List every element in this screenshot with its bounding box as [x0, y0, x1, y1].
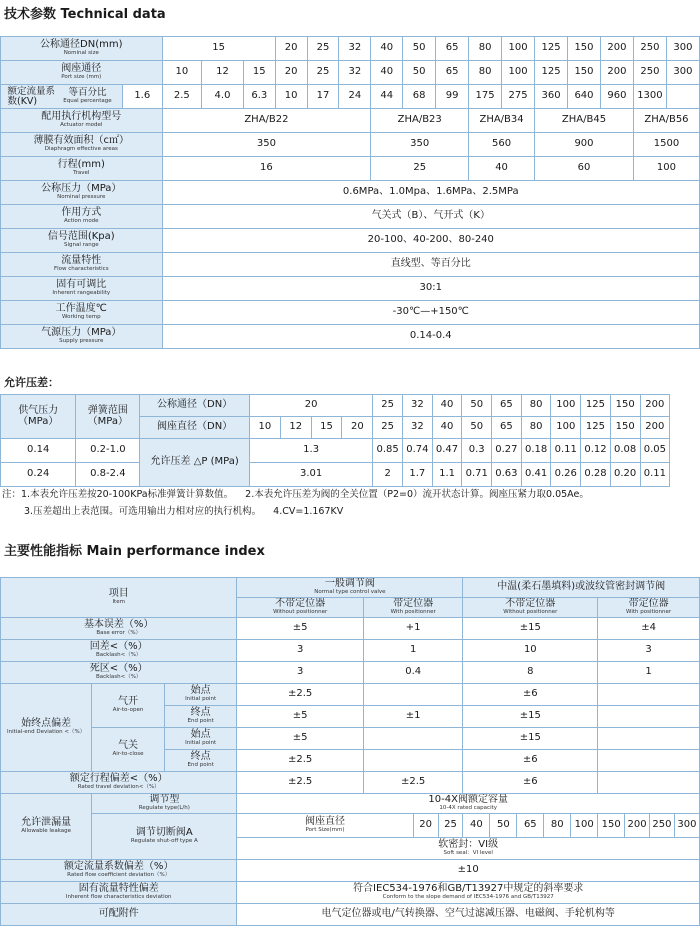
cell: ±6 — [463, 772, 598, 794]
kv-row — [1, 85, 700, 109]
cell: 125 — [581, 395, 611, 417]
regulate-type-row — [1, 794, 700, 814]
cell: 68 — [403, 85, 436, 109]
cell: 960 — [600, 85, 633, 109]
cell: 25 — [371, 157, 469, 181]
cell — [598, 728, 700, 750]
cell: 1500 — [633, 133, 699, 157]
cell: 250 — [650, 814, 675, 838]
supply-row — [1, 325, 700, 349]
rated-travel-row — [1, 772, 700, 794]
cell: 20 — [275, 61, 307, 85]
signal-row — [1, 229, 700, 253]
cell: 25 — [307, 37, 339, 61]
cell: 100 — [502, 37, 535, 61]
pressure-label: 公称压力（MPa） Nominal pressure — [1, 181, 163, 205]
cell: 25 — [373, 417, 403, 439]
cell: 4.0 — [202, 85, 244, 109]
allow-dn-row — [1, 395, 700, 417]
start-point-label: 始点 Initial point — [164, 728, 237, 750]
note-4: 4.CV=1.167KV — [273, 506, 344, 517]
air-close-start-row — [1, 728, 700, 750]
cell: 0.41 — [521, 463, 551, 487]
notes — [2, 486, 589, 520]
cell: 350 — [162, 133, 371, 157]
cell: 80 — [521, 395, 551, 417]
item-header: 项目 Item — [1, 578, 237, 618]
cell: 360 — [535, 85, 568, 109]
cell — [598, 772, 700, 794]
spring-range-header: 弹簧范围（MPa） — [76, 395, 140, 439]
actuator-label: 配用执行机构型号 Actuator model — [1, 109, 163, 133]
cell: 99 — [436, 85, 469, 109]
cell: 10 — [249, 417, 280, 439]
seat-row — [1, 61, 700, 85]
shutoff-sizes-row — [1, 814, 700, 838]
cell: 100 — [551, 395, 581, 417]
cell: 175 — [469, 85, 502, 109]
cell: 900 — [535, 133, 634, 157]
cell: 80 — [469, 61, 502, 85]
note-3: 3.压差超出上表范围。可选用输出力相对应的执行机构。 — [24, 506, 262, 517]
cell: 12 — [280, 417, 311, 439]
cell: 150 — [568, 37, 601, 61]
cell: 15 — [162, 37, 275, 61]
cell: 0.6MPa、1.0Mpa、1.6MPa、2.5MPa — [162, 181, 699, 205]
air-to-close-label: 气关 Air-to-close — [92, 728, 165, 772]
cell: 0.3 — [462, 439, 492, 463]
cell: 16 — [162, 157, 371, 181]
cell: 250 — [633, 61, 666, 85]
rangeability-row — [1, 277, 700, 301]
base-error-row — [1, 618, 700, 640]
cell: ±10 — [237, 860, 700, 882]
cell: 3 — [237, 640, 364, 662]
cell: 200 — [600, 37, 633, 61]
note-2: 2.本表允许压差为阀的全关位置（P2=0）流开状态计算。阀座压紧力取0.05Ae。 — [245, 489, 589, 500]
cell: 40 — [371, 37, 403, 61]
cell: 0.8-2.4 — [76, 463, 140, 487]
cell: 200 — [600, 61, 633, 85]
cell: 20-100、40-200、80-240 — [162, 229, 699, 253]
action-label: 作用方式 Action mode — [1, 205, 163, 229]
cell: 275 — [502, 85, 535, 109]
cell: 40 — [432, 417, 462, 439]
cell: 150 — [568, 61, 601, 85]
inherent-flow-row — [1, 882, 700, 904]
cell: 50 — [462, 417, 492, 439]
temp-row — [1, 301, 700, 325]
cell: 1 — [598, 662, 700, 684]
without-positioner-header: 不带定位器 Without positionner — [463, 598, 598, 618]
cell: 200 — [640, 395, 670, 417]
cell: 0.71 — [462, 463, 492, 487]
signal-label: 信号范围(Kpa) Signal range — [1, 229, 163, 253]
cell: 40 — [432, 395, 462, 417]
accessories-label: 可配附件 — [1, 904, 237, 926]
cell: 1.7 — [403, 463, 433, 487]
cell: 3.01 — [249, 463, 372, 487]
cell: 1300 — [633, 85, 666, 109]
cell: 100 — [551, 417, 581, 439]
cell: 20 — [342, 417, 373, 439]
note-1: 注：1.本表允许压差按20-100KPa标准弹簧计算数值。 — [2, 489, 234, 500]
regulate-type-value: 10-4X阀额定容量 10-4X rated capacity — [237, 794, 700, 814]
cell: ±4 — [598, 618, 700, 640]
cell: 65 — [436, 37, 469, 61]
soft-seal-value: 软密封：VI级 Soft seal：VI level — [237, 838, 700, 860]
air-open-start-row — [1, 684, 700, 706]
rated-flow-label: 额定流量系数偏差（%） Rated flow coefficient deviation（%） — [1, 860, 237, 882]
technical-data-table — [0, 36, 700, 349]
cell: 0.24 — [1, 463, 76, 487]
cell: 100 — [633, 157, 699, 181]
cell: 0.27 — [492, 439, 522, 463]
cell: ±6 — [463, 750, 598, 772]
cell — [363, 684, 463, 706]
cell: ±1 — [363, 706, 463, 728]
cell: 25 — [438, 814, 463, 838]
area-row — [1, 133, 700, 157]
performance-title: 主要性能指标 Main performance index — [4, 544, 265, 559]
cell: 150 — [598, 814, 625, 838]
leakage-label: 允许泄漏量 Allowable leakage — [1, 794, 92, 860]
supply-pressure-header: 供气压力（MPa） — [1, 395, 76, 439]
temp-label: 工作温度℃ Working temp — [1, 301, 163, 325]
cell: 3 — [598, 640, 700, 662]
cell: 2.5 — [162, 85, 202, 109]
cell — [363, 750, 463, 772]
cell: 0.05 — [640, 439, 670, 463]
cell: 125 — [535, 61, 568, 85]
cell: 32 — [339, 61, 371, 85]
rated-flow-row — [1, 860, 700, 882]
cell: 0.47 — [432, 439, 462, 463]
performance-table — [0, 577, 700, 926]
allowable-pressure-table — [0, 394, 700, 487]
cell: 30:1 — [162, 277, 699, 301]
cell: 125 — [535, 37, 568, 61]
allow-row-1 — [1, 439, 700, 463]
dp-header: 允许压差 △P (MPa) — [140, 439, 250, 487]
start-point-label: 始点 Initial point — [164, 684, 237, 706]
cell: ±5 — [237, 706, 364, 728]
cell: 20 — [275, 37, 307, 61]
cell: 65 — [436, 61, 469, 85]
end-point-label: 终点 End point — [164, 706, 237, 728]
cell: 25 — [373, 395, 403, 417]
cell: 25 — [307, 61, 339, 85]
cell: 65 — [517, 814, 544, 838]
cell: 125 — [581, 417, 611, 439]
supply-label: 气源压力（MPa） Supply pressure — [1, 325, 163, 349]
end-point-label: 终点 End point — [164, 750, 237, 772]
cell: 0.12 — [581, 439, 611, 463]
cell — [666, 85, 699, 109]
cell: ZHA/B45 — [535, 109, 634, 133]
flow-row — [1, 253, 700, 277]
cell: ±15 — [463, 706, 598, 728]
inherent-flow-value: 符合IEC534-1976和GB/T13927中规定的斜率要求 Conform to the slope demand of IEC534-1976 and GB/T13927 — [237, 882, 700, 904]
actuator-row — [1, 109, 700, 133]
cell: 60 — [535, 157, 634, 181]
cell: 100 — [571, 814, 598, 838]
cell: 0.18 — [521, 439, 551, 463]
cell: 8 — [463, 662, 598, 684]
technical-data-title: 技术参数 Technical data — [4, 7, 166, 22]
travel-row — [1, 157, 700, 181]
cell: 3 — [237, 662, 364, 684]
cell: 10 — [275, 85, 307, 109]
cell: 直线型、等百分比 — [162, 253, 699, 277]
cell: 20 — [413, 814, 438, 838]
cell: 80 — [544, 814, 571, 838]
cell: 560 — [469, 133, 535, 157]
with-positioner-header: 带定位器 With positionner — [598, 598, 700, 618]
regulate-type-label: 调节型 Regulate type(L/h) — [92, 794, 237, 814]
backlash-row — [1, 640, 700, 662]
dead-zone-row — [1, 662, 700, 684]
cell: 0.74 — [403, 439, 433, 463]
cell: 50 — [490, 814, 517, 838]
cell: ±15 — [463, 618, 598, 640]
cell: 6.3 — [243, 85, 275, 109]
dead-zone-label: 死区<（%） Backlash<（%） — [1, 662, 237, 684]
cell: ±15 — [463, 728, 598, 750]
cell: 300 — [666, 37, 699, 61]
cell: 气关式（B）、气开式（K） — [162, 205, 699, 229]
cell: 250 — [633, 37, 666, 61]
cell: 20 — [249, 395, 372, 417]
inherent-flow-label: 固有流量特性偏差 Inherent flow characteristics deviation — [1, 882, 237, 904]
cell: 12 — [202, 61, 244, 85]
cell: 32 — [403, 417, 433, 439]
initial-end-label: 始终点偏差 Initial-end Deviation <（%） — [1, 684, 92, 772]
dn-row — [1, 37, 700, 61]
cell: 65 — [492, 395, 522, 417]
pressure-row — [1, 181, 700, 205]
cell: 65 — [492, 417, 522, 439]
cell: 15 — [243, 61, 275, 85]
cell: ZHA/B56 — [633, 109, 699, 133]
cell: +1 — [363, 618, 463, 640]
accessories-row — [1, 904, 700, 926]
cell: 0.28 — [581, 463, 611, 487]
dn-label: 公称通径DN(mm) Nominal size — [1, 37, 163, 61]
base-error-label: 基本误差（%） Base error（%） — [1, 618, 237, 640]
dn-header: 公称通径（DN） — [140, 395, 250, 417]
cell: 100 — [502, 61, 535, 85]
cell: 300 — [666, 61, 699, 85]
cell: 1.1 — [432, 463, 462, 487]
cell: 0.2-1.0 — [76, 439, 140, 463]
cell: 200 — [640, 417, 670, 439]
cell: 15 — [311, 417, 342, 439]
cell: 350 — [371, 133, 469, 157]
accessories-value: 电气定位器或电/气转换器、空气过滤减压器、电磁阀、手轮机构等 — [237, 904, 700, 926]
seat-label: 阀座通径 Port size (mm) — [1, 61, 163, 85]
cell: ±6 — [463, 684, 598, 706]
backlash-label: 回差<（%） Backlash<（%） — [1, 640, 237, 662]
travel-label: 行程(mm) Travel — [1, 157, 163, 181]
cell: 0.85 — [373, 439, 403, 463]
cell: 50 — [403, 61, 436, 85]
cell: 40 — [469, 157, 535, 181]
cell: 200 — [625, 814, 650, 838]
action-row — [1, 205, 700, 229]
cell: ±2.5 — [237, 750, 364, 772]
cell — [598, 684, 700, 706]
seat-header: 阀座直径（DN） — [140, 417, 250, 439]
rated-travel-label: 额定行程偏差<（%） Rated travel deviation<（%） — [1, 772, 237, 794]
area-label: 薄膜有效面积（c㎡） Diaphragm effective areas — [1, 133, 163, 157]
cell: 0.14 — [1, 439, 76, 463]
cell: 0.20 — [610, 463, 640, 487]
cell: 40 — [371, 61, 403, 85]
cell — [363, 728, 463, 750]
cell: 150 — [610, 395, 640, 417]
cell: 17 — [307, 85, 339, 109]
cell: 0.4 — [363, 662, 463, 684]
cell: 0.14-0.4 — [162, 325, 699, 349]
cell: 0.63 — [492, 463, 522, 487]
kv-label: 额定流量系数(KV) 等百分比 Equal percentage — [1, 85, 123, 109]
with-positioner-header: 带定位器 With positionner — [363, 598, 463, 618]
cell: 50 — [462, 395, 492, 417]
cell: 32 — [403, 395, 433, 417]
cell: 640 — [568, 85, 601, 109]
perf-header-row-1 — [1, 578, 700, 598]
cell: 32 — [339, 37, 371, 61]
cell: 0.26 — [551, 463, 581, 487]
cell: 1 — [363, 640, 463, 662]
cell: 80 — [521, 417, 551, 439]
cell: 50 — [403, 37, 436, 61]
cell: 150 — [610, 417, 640, 439]
cell: ±5 — [237, 618, 364, 640]
cell: ±2.5 — [363, 772, 463, 794]
cell: 0.11 — [640, 463, 670, 487]
shutoff-label: 调节切断阀A Regulate shut-off type A — [92, 814, 237, 860]
normal-valve-header: 一般调节阀 Normal type control valve — [237, 578, 463, 598]
cell: ZHA/B34 — [469, 109, 535, 133]
cell: 0.11 — [551, 439, 581, 463]
cell: ±5 — [237, 728, 364, 750]
cell: ZHA/B23 — [371, 109, 469, 133]
cell: 0.08 — [610, 439, 640, 463]
without-positioner-header: 不带定位器 Without positionner — [237, 598, 364, 618]
flow-label: 流量特性 Flow characteristics — [1, 253, 163, 277]
cell: ±2.5 — [237, 772, 364, 794]
allow-row-2 — [1, 463, 700, 487]
cell: 1.3 — [249, 439, 372, 463]
cell: 40 — [463, 814, 490, 838]
cell: 44 — [371, 85, 403, 109]
cell — [598, 706, 700, 728]
cell: 300 — [674, 814, 699, 838]
cell: 2 — [373, 463, 403, 487]
cell: 1.6 — [122, 85, 162, 109]
cell: -30℃—+150℃ — [162, 301, 699, 325]
cell: ZHA/B22 — [162, 109, 371, 133]
rangeability-label: 固有可调比 Inherent rangeability — [1, 277, 163, 301]
cell: 24 — [339, 85, 371, 109]
cell: 10 — [463, 640, 598, 662]
air-to-open-label: 气开 Air-to-open — [92, 684, 165, 728]
medium-valve-header: 中温(柔石墨填料)或波纹管密封调节阀 — [463, 578, 700, 598]
cell — [598, 750, 700, 772]
seat-diameter-label: 阀座直径 Port Size(mm) — [237, 814, 413, 838]
cell: 10 — [162, 61, 202, 85]
allowable-pressure-title: 允许压差： — [4, 376, 59, 389]
cell: 80 — [469, 37, 502, 61]
cell: ±2.5 — [237, 684, 364, 706]
